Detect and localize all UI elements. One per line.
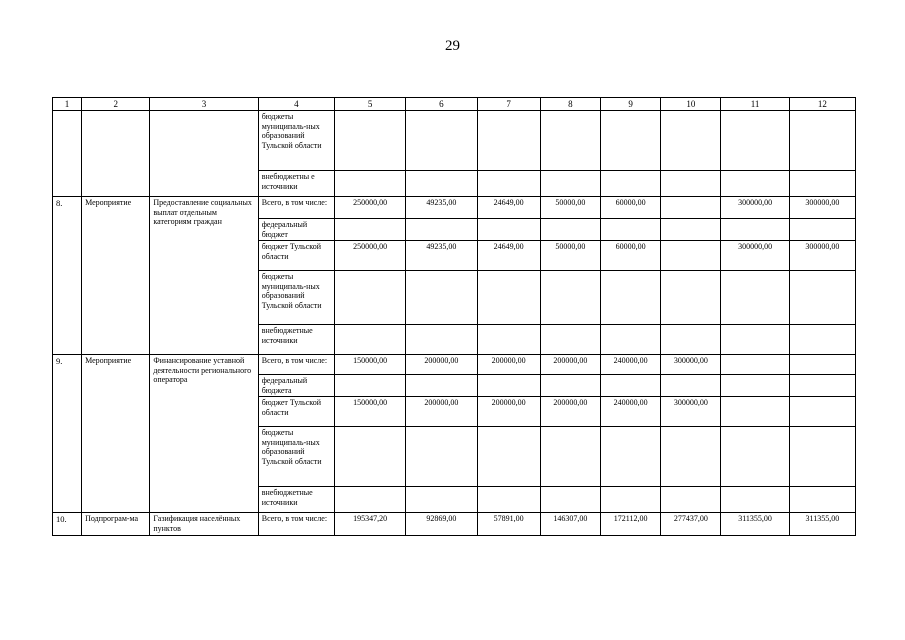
header-cell: 3 [150, 98, 258, 111]
header-cell: 5 [335, 98, 406, 111]
num-cell: 10. [56, 514, 67, 524]
value-cell: 92869,00 [406, 513, 477, 536]
value-cell: 200000,00 [477, 355, 540, 375]
value-cell [661, 197, 721, 219]
source-label: внебюджетны е источники [258, 171, 334, 197]
value-cell: 250000,00 [335, 197, 406, 219]
num-cell: 8. [53, 197, 82, 355]
name-cell: Предоставление социальных выплат отдельным категориям граждан [150, 197, 258, 355]
value-cell: 50000,00 [540, 241, 600, 271]
source-label: бюджет Тульской области [258, 241, 334, 271]
source-label: Всего, в том числе: [258, 197, 334, 219]
type-cell [82, 111, 150, 197]
value-cell: 300000,00 [789, 241, 855, 271]
value-cell: 277437,00 [661, 513, 721, 536]
header-cell: 6 [406, 98, 477, 111]
value-cell: 200000,00 [477, 397, 540, 427]
value-cell: 311355,00 [789, 513, 855, 536]
value-cell: 60000,00 [601, 241, 661, 271]
value-cell: 200000,00 [540, 397, 600, 427]
header-cell: 2 [82, 98, 150, 111]
table-row [53, 197, 856, 219]
value-cell: 50000,00 [540, 197, 600, 219]
value-cell [661, 241, 721, 271]
source-label: федеральный бюджета [258, 375, 334, 397]
value-cell: 172112,00 [601, 513, 661, 536]
value-cell: 300000,00 [661, 397, 721, 427]
value-cell: 300000,00 [789, 197, 855, 219]
name-cell: Финансирование уставной деятельности регионального оператора [150, 355, 258, 513]
source-label: бюджеты муниципаль-ных образований Тульской области [258, 427, 334, 487]
value-cell: 24649,00 [477, 197, 540, 219]
header-cell: 4 [258, 98, 334, 111]
source-label: бюджет Тульской области [258, 397, 334, 427]
header-row [53, 98, 856, 111]
table-row [53, 513, 856, 536]
type-cell: Мероприятие [82, 197, 150, 355]
value-cell: 57891,00 [477, 513, 540, 536]
page-number: 29 [445, 38, 460, 54]
value-cell [721, 397, 789, 427]
value-cell: 49235,00 [406, 197, 477, 219]
source-label: внебюджетные источники [258, 325, 334, 355]
source-label: бюджеты муниципаль-ных образований Тульской области [258, 271, 334, 325]
value-cell: 311355,00 [721, 513, 789, 536]
num-cell [53, 111, 82, 197]
value-cell: 200000,00 [540, 355, 600, 375]
name-cell: Газификация населённых пунктов [153, 514, 241, 533]
value-cell: 200000,00 [406, 355, 477, 375]
header-cell: 7 [477, 98, 540, 111]
value-cell: 195347,20 [335, 513, 406, 536]
header-cell: 9 [601, 98, 661, 111]
table-row [53, 355, 856, 375]
value-cell: 240000,00 [601, 397, 661, 427]
value-cell: 24649,00 [477, 241, 540, 271]
value-cell: 146307,00 [540, 513, 600, 536]
name-cell [150, 111, 258, 197]
source-label: Всего, в том числе: [258, 355, 334, 375]
header-cell: 12 [789, 98, 855, 111]
value-cell: 300000,00 [721, 197, 789, 219]
num-cell: 9. [53, 355, 82, 513]
table-row [53, 111, 856, 171]
source-label: внебюджетные источники [258, 487, 334, 513]
value-cell: 240000,00 [601, 355, 661, 375]
value-cell: 60000,00 [601, 197, 661, 219]
value-cell [721, 355, 789, 375]
type-cell: Мероприятие [82, 355, 150, 513]
value-cell [789, 355, 855, 375]
source-label: бюджеты муниципаль-ных образований Тульской области [258, 111, 334, 171]
budget-table [52, 97, 856, 536]
value-cell: 250000,00 [335, 241, 406, 271]
header-cell: 8 [540, 98, 600, 111]
header-cell: 11 [721, 98, 789, 111]
value-cell: 300000,00 [721, 241, 789, 271]
value-cell: 150000,00 [335, 355, 406, 375]
value-cell: 49235,00 [406, 241, 477, 271]
value-cell: 300000,00 [661, 355, 721, 375]
header-cell: 10 [661, 98, 721, 111]
header-cell: 1 [53, 98, 82, 111]
value-cell [789, 397, 855, 427]
value-cell: 200000,00 [406, 397, 477, 427]
type-cell: Подпрограм-ма [85, 514, 139, 523]
source-label: федеральный бюджет [258, 219, 334, 241]
value-cell: 150000,00 [335, 397, 406, 427]
source-label: Всего, в том числе: [261, 514, 328, 523]
